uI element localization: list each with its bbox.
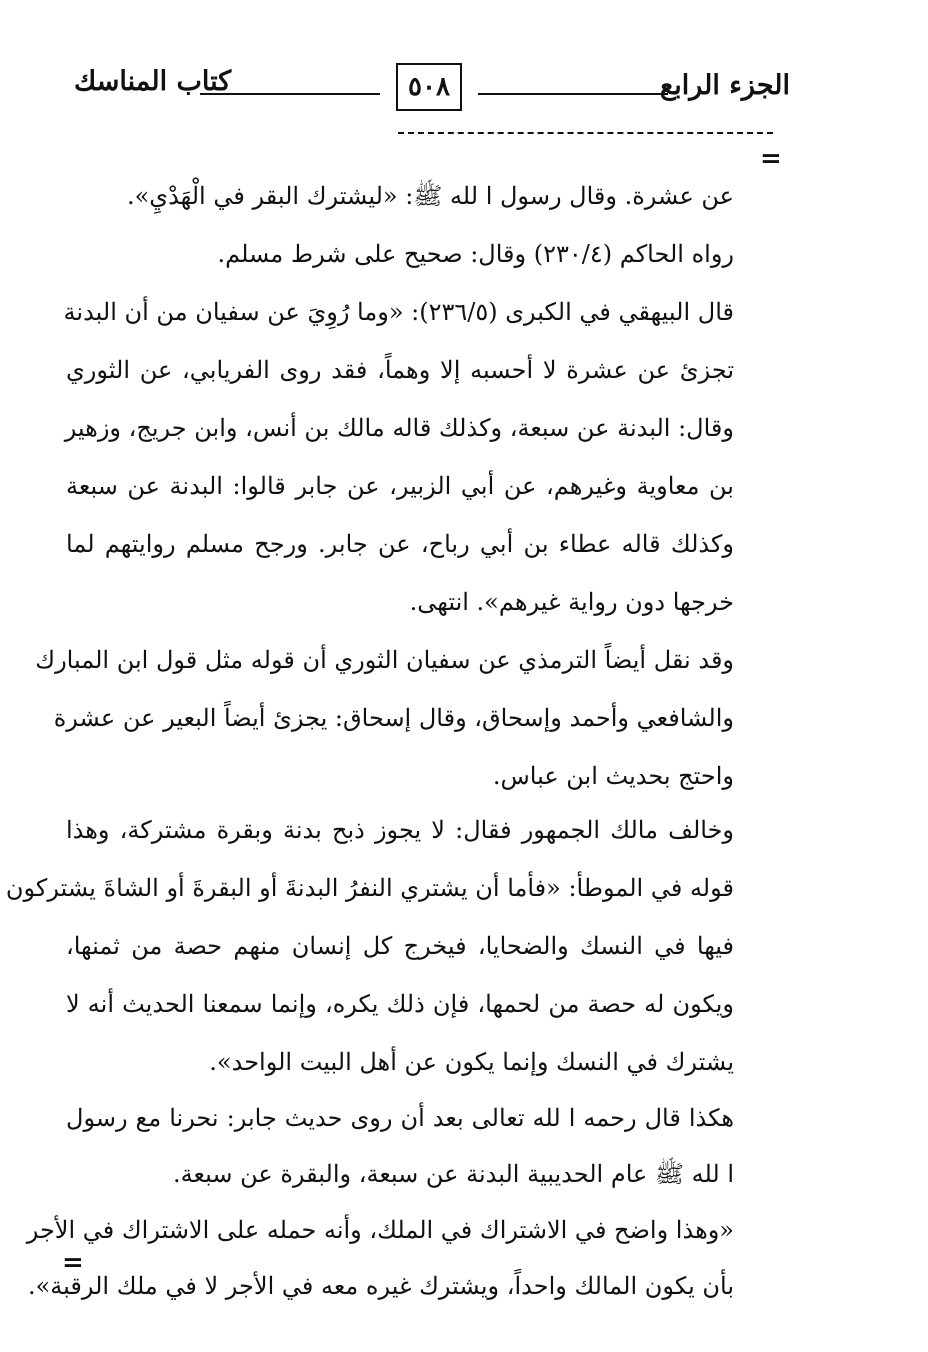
text-line: تجزئ عن عشرة لا أحسبه إلا وهماً، فقد روى الفريابي، عن الثوري [66, 356, 735, 384]
text-line: رواه الحاكم (٢٣٠/٤) وقال: صحيح على شرط مسلم. [217, 240, 734, 268]
text-line: وقال: البدنة عن سبعة، وكذلك قاله مالك بن أنس، وابن جريج، وزهير [64, 414, 734, 442]
text-line: ويكون له حصة من لحمها، فإن ذلك يكره، وإنما سمعنا الحديث أنه لا [66, 990, 734, 1018]
volume-title: الجزء الرابع [659, 70, 790, 101]
text-line: بأن يكون المالك واحداً، ويشترك غيره معه في الأجر لا في ملك الرقبة». [27, 1272, 734, 1300]
page-header [60, 60, 790, 120]
continuation-mark-bottom: = [62, 1248, 84, 1278]
book-title: كتاب المناسك [74, 66, 232, 97]
text-line: «وهذا واضح في الاشتراك في الملك، وأنه حمله على الاشتراك في الأجر [26, 1216, 734, 1244]
text-line: بن معاوية وغيرهم، عن أبي الزبير، عن جابر قالوا: البدنة عن سبعة [66, 472, 734, 500]
text-line: وخالف مالك الجمهور فقال: لا يجوز ذبح بدنة وبقرة مشتركة، وهذا [66, 816, 735, 844]
continuation-mark-top: = [760, 144, 782, 174]
text-line: قال البيهقي في الكبرى (٢٣٦/٥): «وما رُوِيَ عن سفيان من أن البدنة [63, 298, 734, 326]
text-line: وكذلك قاله عطاء بن أبي رباح، عن جابر. ورجح مسلم روايتهم لما [66, 530, 734, 558]
text-line: وقد نقل أيضاً الترمذي عن سفيان الثوري أن قوله مثل قول ابن المبارك [35, 646, 734, 674]
text-line: يشترك في النسك وإنما يكون عن أهل البيت الواحد». [209, 1048, 734, 1076]
dashed-divider [398, 132, 773, 134]
text-line: عن عشرة. وقال رسول ا لله ﷺ: «ليشترك البقر في الْهَدْيِ». [126, 182, 734, 210]
text-line: فيها في النسك والضحايا، فيخرج كل إنسان منهم حصة من ثمنها، [66, 932, 734, 960]
page-number [396, 63, 462, 111]
text-line: خرجها دون رواية غيرهم». انتهى. [409, 588, 734, 616]
text-line: هكذا قال رحمه ا لله تعالى بعد أن روى حديث جابر: نحرنا مع رسول [66, 1104, 734, 1132]
text-line: واحتج بحديث ابن عباس. [492, 762, 734, 790]
text-line: قوله في الموطأ: «فأما أن يشتري النفرُ البدنةَ أو البقرةَ أو الشاةَ يشتركون [5, 874, 734, 902]
text-line: ا لله ﷺ عام الحديبية البدنة عن سبعة، والبقرة عن سبعة. [173, 1160, 734, 1188]
page-number-text: ٥٠٨ [408, 72, 450, 102]
text-line: والشافعي وأحمد وإسحاق، وقال إسحاق: يجزئ أيضاً البعير عن عشرة [53, 704, 734, 732]
header-rule [478, 93, 668, 95]
